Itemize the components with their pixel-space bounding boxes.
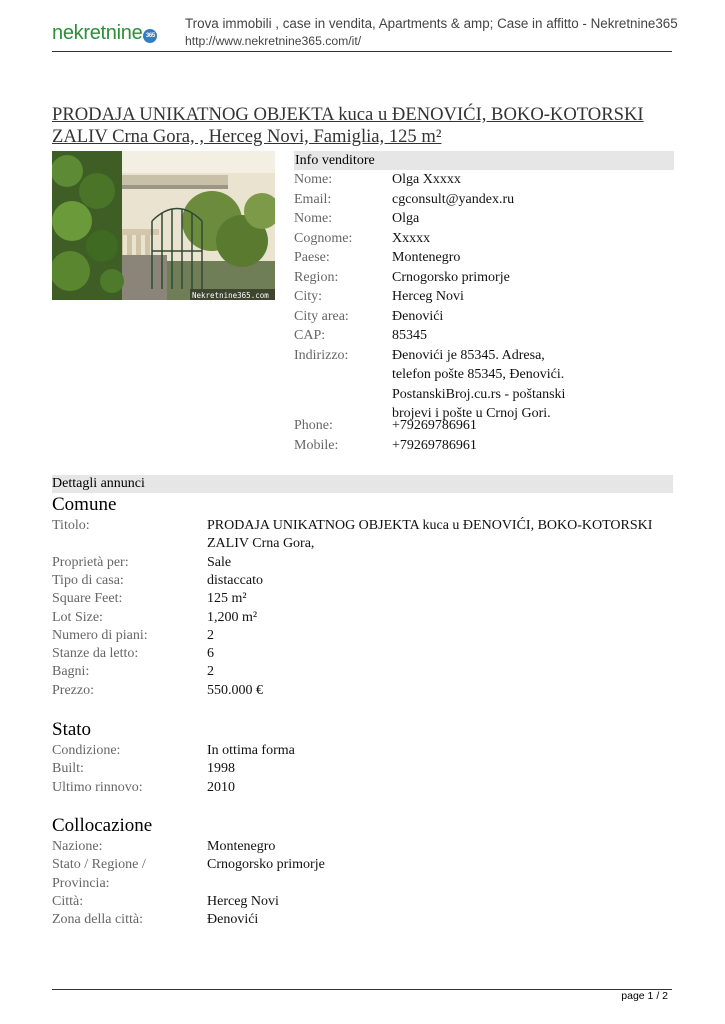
field-label: Indirizzo:: [294, 347, 349, 363]
field-label: Proprietà per:: [52, 554, 129, 570]
field-value: +79269786961: [392, 437, 477, 453]
page-header: [52, 14, 678, 54]
photo-illustration: [52, 151, 275, 300]
site-logo[interactable]: [52, 22, 157, 45]
field-label: Square Feet:: [52, 591, 123, 607]
field-label: Bagni:: [52, 664, 90, 680]
field-label: Stato / Regione / Provincia:: [52, 857, 146, 891]
field-label: Paese:: [294, 250, 330, 265]
field-value: Olga Xxxxx: [392, 172, 461, 187]
field-value: Herceg Novi: [392, 289, 464, 304]
photo-watermark: Nekretnine365.com: [192, 291, 269, 300]
field-value: 1,200 m²: [207, 609, 258, 625]
field-value: Sale: [207, 554, 232, 570]
listing-title[interactable]: PRODAJA UNIKATNOG OBJEKTA kuca u ĐENOVIĆI, BOKO-KOTORSKI ZALIV Crna Gora, , Herceg Novi, Famiglia, 125 m²: [52, 104, 644, 147]
field-label: Cognome:: [294, 230, 353, 246]
footer-divider: [52, 989, 672, 990]
field-value: Đenovići: [392, 308, 444, 324]
field-label: Nome:: [294, 172, 333, 187]
header-divider: [52, 51, 672, 52]
field-value: 1998: [207, 761, 235, 777]
header-clip: [52, 14, 725, 54]
listing-photo: [52, 151, 275, 300]
section-title: Comune: [52, 494, 117, 515]
field-value: 125 m²: [207, 591, 247, 607]
field-value: Montenegro: [207, 839, 276, 854]
field-label: City area:: [294, 308, 349, 324]
field-label: Email:: [294, 191, 332, 207]
field-value: +79269786961: [392, 418, 477, 433]
field-value[interactable]: cgconsult@yandex.ru: [392, 191, 515, 207]
page-number: page 1 / 2: [621, 990, 668, 1002]
field-label: Phone:: [294, 418, 333, 433]
field-label: Mobile:: [294, 437, 339, 453]
field-value: Đenovići je 85345. Adresa, telefon pošte 85345, Đenovići. PostanskiBroj.cu.rs - poštanski brojevi i pošte u Crnoj Gori.: [392, 347, 566, 421]
field-label: Nome:: [294, 211, 333, 226]
seller-info-heading: Info venditore: [294, 151, 674, 170]
field-label: Tipo di casa:: [52, 572, 124, 588]
field-value: Crnogorsko primorje: [392, 269, 510, 285]
field-value: 550.000 €: [207, 682, 263, 698]
field-label: Città:: [52, 893, 84, 909]
logo-badge: 365: [143, 29, 157, 43]
field-label: Region:: [294, 269, 339, 285]
field-value: 2: [207, 664, 214, 680]
field-value: Olga: [392, 211, 420, 226]
field-value: distaccato: [207, 572, 263, 588]
field-label: Condizione:: [52, 743, 121, 758]
field-value: Xxxxx: [392, 230, 431, 246]
field-value: Đenovići: [207, 912, 259, 928]
field-label: Built:: [52, 761, 84, 777]
header-page-title: Trova immobili , case in vendita, Apartments & amp; Case in affitto - Nekretnine365: [185, 16, 678, 31]
field-label: Prezzo:: [52, 682, 94, 698]
details-heading: Dettagli annunci: [52, 475, 673, 493]
field-label: CAP:: [294, 328, 326, 343]
field-value: PRODAJA UNIKATNOG OBJEKTA kuca u ĐENOVIĆI, BOKO-KOTORSKI ZALIV Crna Gora,: [207, 518, 653, 552]
field-label: Nazione:: [52, 839, 103, 854]
section-title: Stato: [52, 719, 92, 740]
section-title: Collocazione: [52, 815, 153, 836]
field-value: Herceg Novi: [207, 893, 279, 909]
field-label: Stanze da letto:: [52, 646, 139, 662]
header-url[interactable]: http://www.nekretnine365.com/it/: [185, 34, 362, 48]
logo-text: nekretnine: [52, 22, 143, 44]
field-label: Numero di piani:: [52, 627, 148, 643]
field-value: 2: [207, 627, 214, 643]
field-value: 2010: [207, 779, 235, 795]
field-value: 85345: [392, 328, 427, 343]
field-label: City:: [294, 289, 323, 304]
field-value: Montenegro: [392, 250, 461, 265]
field-label: Titolo:: [52, 518, 90, 533]
field-value: Crnogorsko primorje: [207, 857, 325, 873]
field-label: Ultimo rinnovo:: [52, 779, 143, 795]
field-value: 6: [207, 646, 214, 662]
field-label: Zona della città:: [52, 912, 143, 928]
field-value: In ottima forma: [207, 743, 295, 758]
field-label: Lot Size:: [52, 609, 103, 625]
